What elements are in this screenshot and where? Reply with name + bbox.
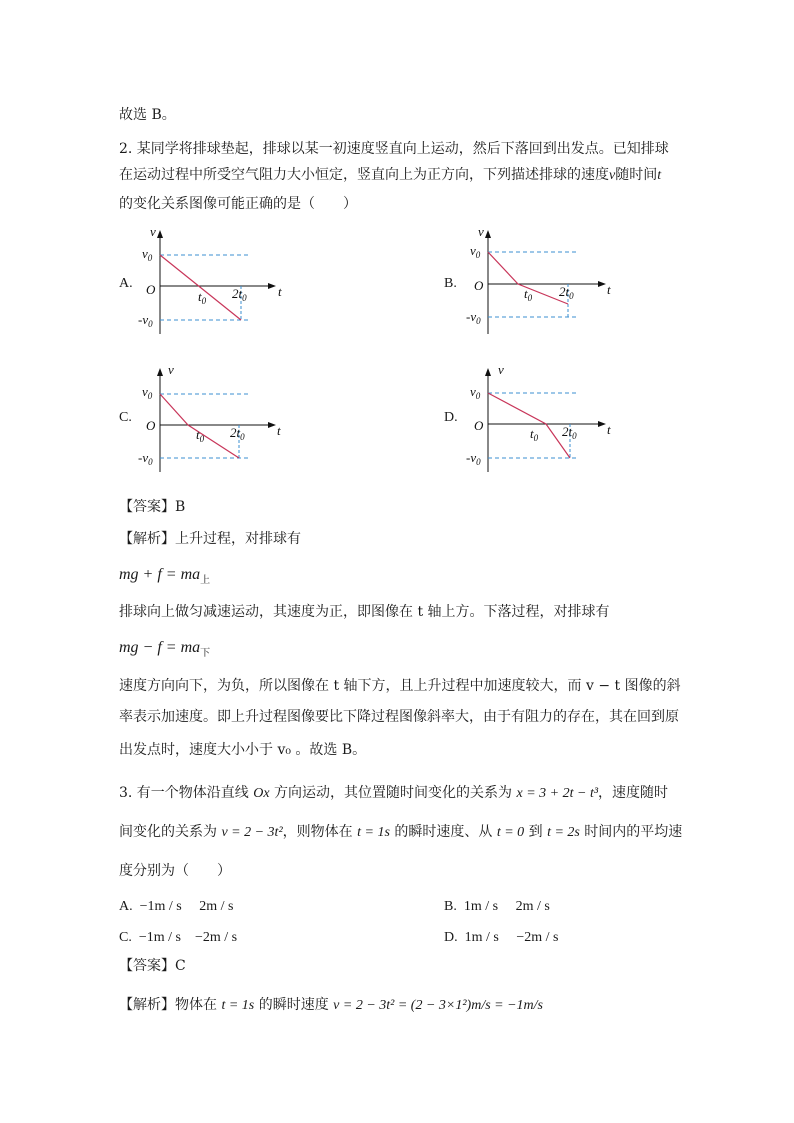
- q2-analysis-3: 速度方向向下，为负，所以图像在 t 轴下方，且上升过程中加速度较大，而 v − t 图像的斜: [119, 678, 681, 694]
- q3-analysis-eq: v = 2 − 3t² = (2 − 3×1²)m/s = −1m/s: [333, 998, 544, 1013]
- graph-c-neg-v0-sub: 0: [148, 457, 153, 467]
- q3-answer-tag: 【答案】: [119, 958, 175, 974]
- graph-c-t-arrow: [268, 422, 276, 428]
- graph-d-2t0-sub: 0: [572, 431, 577, 441]
- q2-answer: [119, 498, 185, 516]
- graph-d-v0-var: v: [470, 384, 476, 399]
- graph-b-t0-sub: 0: [527, 293, 533, 303]
- graph-d-t-arrow: [598, 421, 606, 427]
- graph-d-curve: [488, 393, 570, 458]
- q2-answer-value: B: [175, 499, 186, 515]
- graph-b-v-arrow: [485, 230, 491, 238]
- graph-c-neg-v0-var: -v: [138, 450, 149, 465]
- option-b-label: B.: [444, 276, 457, 291]
- graph-c-v0-label: [142, 384, 153, 401]
- graph-b-t0-var: t: [524, 286, 528, 301]
- graph-a-v-label: v: [150, 224, 156, 239]
- q2-equation-2-sub: 下: [200, 648, 211, 660]
- q3-option-b: [444, 895, 550, 915]
- q3-analysis-tag: 【解析】: [119, 997, 175, 1013]
- graph-a-t0-var: t: [198, 289, 202, 304]
- q3-line-2-d: 到: [524, 824, 548, 840]
- q3-ox: Ox: [253, 786, 270, 801]
- graph-a-t0-sub: 0: [201, 296, 207, 306]
- graph-a-2t0-label: [232, 286, 247, 303]
- graph-b-v0-var: v: [470, 243, 476, 258]
- q3-option-a-label: A.: [119, 899, 133, 914]
- graph-b-t-label: t: [607, 282, 611, 297]
- graph-a-neg-v0-label: [138, 312, 153, 329]
- q2-equation-2: [119, 639, 210, 663]
- q3-line-2-b: ，则物体在: [282, 824, 358, 840]
- q3-option-b-label: B.: [444, 899, 457, 914]
- graph-c-2t0-sub: 0: [240, 432, 245, 442]
- graph-c-2t0-label: [230, 425, 245, 442]
- q3-position-eq: x = 3 + 2t − t³: [516, 786, 599, 801]
- graph-a-t-label: t: [278, 284, 282, 299]
- graph-c-v-arrow: [157, 368, 163, 376]
- q2-analysis-text-1: 上升过程，对排球有: [175, 531, 301, 547]
- graph-b: [466, 222, 626, 342]
- q3-t2: t = 2s: [547, 825, 580, 840]
- graph-b-v0-sub: 0: [475, 250, 481, 260]
- graph-b-t-arrow: [598, 281, 606, 287]
- q3-line-2: [119, 823, 682, 842]
- graph-d-v0-label: [470, 384, 481, 401]
- q3-line-1-a: 3. 有一个物体沿直线: [119, 785, 254, 801]
- q2-analysis-5: 出发点时，速度大小小于 v₀ 。故选 B。: [119, 742, 367, 758]
- q2-analysis-2: 排球向上做匀减速运动，其速度为正，即图像在 t 轴上方。下落过程，对排球有: [119, 604, 610, 620]
- graph-a-t-arrow: [268, 283, 276, 289]
- q3-option-d: [444, 926, 558, 946]
- q2-equation-1: [119, 566, 210, 590]
- graph-b-v0-label: [470, 243, 481, 260]
- q3-analysis-b: 的瞬时速度: [254, 997, 334, 1013]
- q2-var-v: v: [609, 168, 616, 183]
- q2-analysis-tag: 【解析】: [119, 531, 175, 547]
- graph-b-neg-v0-sub: 0: [476, 316, 481, 326]
- graph-d-t0-var: t: [530, 426, 534, 441]
- graph-c-2t0-var: 2t: [230, 425, 241, 440]
- graph-d-v0-sub: 0: [475, 391, 481, 401]
- graph-a-v0-sub: 0: [147, 253, 153, 263]
- q2-equation-1-main: mg + f = ma: [119, 566, 201, 583]
- option-c-label: C.: [119, 410, 132, 425]
- graph-b-2t0-sub: 0: [569, 291, 574, 301]
- q3-analysis-t: t = 1s: [221, 998, 255, 1013]
- q3-t0: t = 0: [496, 825, 525, 840]
- q3-line-2-c: 的瞬时速度、从: [389, 824, 497, 840]
- graph-a-v-arrow: [157, 230, 163, 238]
- graph-b-origin: O: [474, 278, 484, 293]
- q2-analysis-4: 率表示加速度。即上升过程图像要比下降过程图像斜率大，由于有阻力的存在，其在回到原: [119, 709, 679, 725]
- graph-c-v0-sub: 0: [147, 391, 153, 401]
- q3-line-1: [119, 784, 668, 803]
- graph-d-v-arrow: [485, 368, 491, 376]
- graph-b-2t0-var: 2t: [559, 284, 570, 299]
- q3-option-b-text: 1m / s 2m / s: [463, 899, 550, 914]
- graph-a-v0-label: [142, 246, 153, 263]
- graph-c-t0-label: [196, 427, 205, 444]
- graph-a-v0-var: v: [142, 246, 148, 261]
- q3-analysis-a: 物体在: [175, 997, 222, 1013]
- graph-a: [138, 222, 298, 342]
- graph-c-origin: O: [146, 418, 156, 433]
- q3-analysis: [119, 996, 543, 1015]
- q3-option-d-label: D.: [444, 930, 458, 945]
- graph-c-t0-sub: 0: [199, 434, 205, 444]
- q2-equation-2-main: mg − f = ma: [119, 639, 201, 656]
- q3-option-a: [119, 895, 233, 915]
- graph-d-2t0-label: [562, 424, 577, 441]
- graph-d-t0-sub: 0: [533, 433, 539, 443]
- graph-b-2t0-label: [559, 284, 574, 301]
- graph-a-2t0-sub: 0: [242, 293, 247, 303]
- graph-b-neg-v0-var: -v: [466, 309, 477, 324]
- q3-option-d-text: 1m / s −2m / s: [464, 930, 559, 945]
- q2-line-2: [119, 166, 661, 185]
- graph-d-t-label: t: [607, 422, 611, 437]
- graph-a-curve: [160, 255, 241, 320]
- q3-option-a-text: −1m / s 2m / s: [139, 899, 234, 914]
- q2-line-1: 2. 某同学将排球垫起，排球以某一初速度竖直向上运动，然后下落回到出发点。已知排球: [119, 141, 669, 157]
- previous-answer: 故选 B。: [119, 107, 176, 123]
- q2-analysis-1: [119, 530, 301, 548]
- q3-option-c: [119, 926, 237, 946]
- graph-d-neg-v0-var: -v: [466, 450, 477, 465]
- graph-a-neg-v0-sub: 0: [148, 319, 153, 329]
- graph-c-v0-var: v: [142, 384, 148, 399]
- graph-c-v-label: v: [168, 362, 174, 377]
- graph-b-neg-v0-label: [466, 309, 481, 326]
- q3-line-1-b: 方向运动，其位置随时间变化的关系为: [269, 785, 517, 801]
- graph-a-neg-v0-var: -v: [138, 312, 149, 327]
- graph-d-neg-v0-label: [466, 450, 481, 467]
- option-d-label: D.: [444, 410, 458, 425]
- q3-answer-value: C: [175, 958, 186, 974]
- graph-d-t0-label: [530, 426, 539, 443]
- q3-option-c-text: −1m / s −2m / s: [138, 930, 238, 945]
- q3-line-2-e: 时间内的平均速: [579, 824, 683, 840]
- q3-option-c-label: C.: [119, 930, 132, 945]
- graph-c: [138, 360, 298, 480]
- graph-d: [466, 360, 626, 480]
- q2-line-2-text: 在运动过程中所受空气阻力大小恒定，竖直向上为正方向，下列描述排球的速度: [119, 167, 609, 183]
- graph-a-origin: O: [146, 282, 156, 297]
- q2-equation-1-sub: 上: [200, 575, 211, 587]
- graph-d-v-label: v: [498, 362, 504, 377]
- graph-c-t0-var: t: [196, 427, 200, 442]
- q2-var-t: t: [657, 168, 662, 183]
- q3-t1: t = 1s: [357, 825, 390, 840]
- q2-answer-tag: 【答案】: [119, 499, 175, 515]
- q3-velocity-eq: v = 2 − 3t²: [221, 825, 283, 840]
- q3-line-2-a: 间变化的关系为: [119, 824, 222, 840]
- graph-a-2t0-var: 2t: [232, 286, 243, 301]
- graph-d-neg-v0-sub: 0: [476, 457, 481, 467]
- graph-c-neg-v0-label: [138, 450, 153, 467]
- q3-line-3: 度分别为（ ）: [119, 863, 231, 879]
- graph-d-2t0-var: 2t: [562, 424, 573, 439]
- graph-b-v-label: v: [478, 224, 484, 239]
- q3-answer: [119, 957, 186, 975]
- graph-d-origin: O: [474, 418, 484, 433]
- graph-c-t-label: t: [277, 423, 281, 438]
- graph-c-curve: [160, 394, 239, 458]
- q3-line-1-c: ，速度随时: [598, 785, 669, 801]
- q2-line-2-mid: 随时间: [615, 167, 658, 183]
- option-a-label: A.: [119, 276, 133, 291]
- q2-line-3: 的变化关系图像可能正确的是（ ）: [119, 196, 357, 212]
